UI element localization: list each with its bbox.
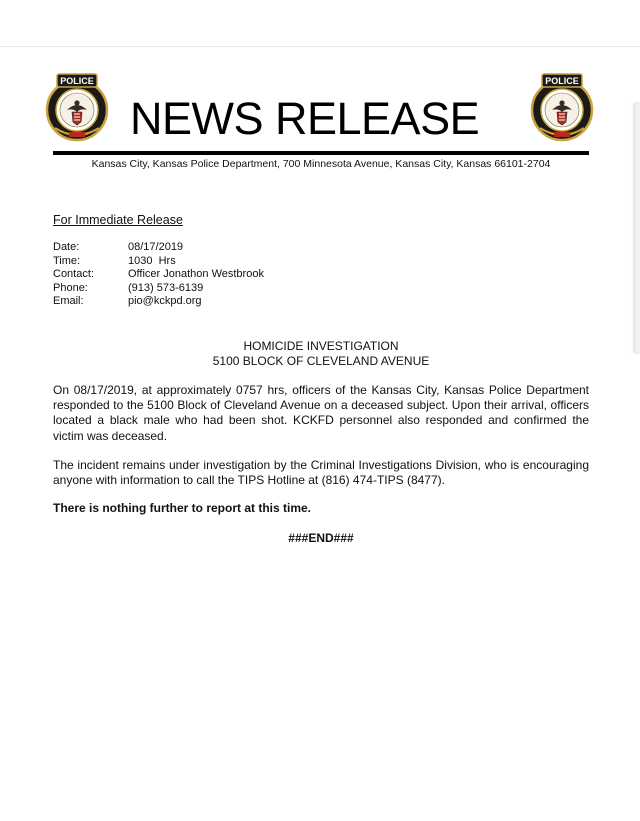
header-divider xyxy=(53,151,589,155)
release-details xyxy=(53,241,264,309)
seal-top-text: POLICE xyxy=(545,76,579,86)
contact-row xyxy=(53,268,264,282)
phone-label: Phone: xyxy=(53,281,88,294)
department-address: Kansas City, Kansas Police Department, 700 Minnesota Avenue, Kansas City, Kansas 66101-2704 xyxy=(91,158,551,170)
time-label: Time: xyxy=(53,254,81,267)
police-seal-left-icon xyxy=(45,70,109,144)
time-row xyxy=(53,255,264,269)
date-row xyxy=(53,241,264,255)
body-paragraph-2: The incident remains under investigation by the Criminal Investigations Division, who is encouraging anyone with information to call the TIPS Hotline at (816) 474-TIPS (8477). xyxy=(53,458,589,488)
email-value: pio@kckpd.org xyxy=(128,295,202,308)
page-title: NEWS RELEASE xyxy=(130,93,480,144)
end-mark: ###END### xyxy=(288,531,354,545)
top-divider xyxy=(0,46,640,47)
time-value: 1030 Hrs xyxy=(128,254,176,267)
email-label: Email: xyxy=(53,295,84,308)
date-label: Date: xyxy=(53,241,80,253)
body-paragraph-1: On 08/17/2019, at approximately 0757 hrs, officers of the Kansas City, Kansas Police Department responded to the 5100 Block of Cleveland Avenue on a deceased subject. Upon their arrival, officers located a black male who had been shot. KCKFD personnel also responded and confirmed the victim was deceased. xyxy=(53,383,589,443)
seal-top-text: POLICE xyxy=(60,76,94,86)
headline xyxy=(53,339,589,369)
contact-value: Officer Jonathon Westbrook xyxy=(128,268,264,281)
date-value: 08/17/2019 xyxy=(128,241,184,253)
email-row xyxy=(53,295,264,309)
headline-line-2: 5100 BLOCK OF CLEVELAND AVENUE xyxy=(212,354,430,368)
headline-line-1: HOMICIDE INVESTIGATION xyxy=(243,339,399,353)
police-seal-right-icon xyxy=(530,70,594,144)
release-label: For Immediate Release xyxy=(53,213,183,227)
phone-row xyxy=(53,282,264,296)
phone-value: (913) 573-6139 xyxy=(128,281,204,294)
closing-statement: There is nothing further to report at this time. xyxy=(53,501,312,515)
scrollbar-handle[interactable] xyxy=(634,102,640,354)
contact-label: Contact: xyxy=(53,268,94,281)
